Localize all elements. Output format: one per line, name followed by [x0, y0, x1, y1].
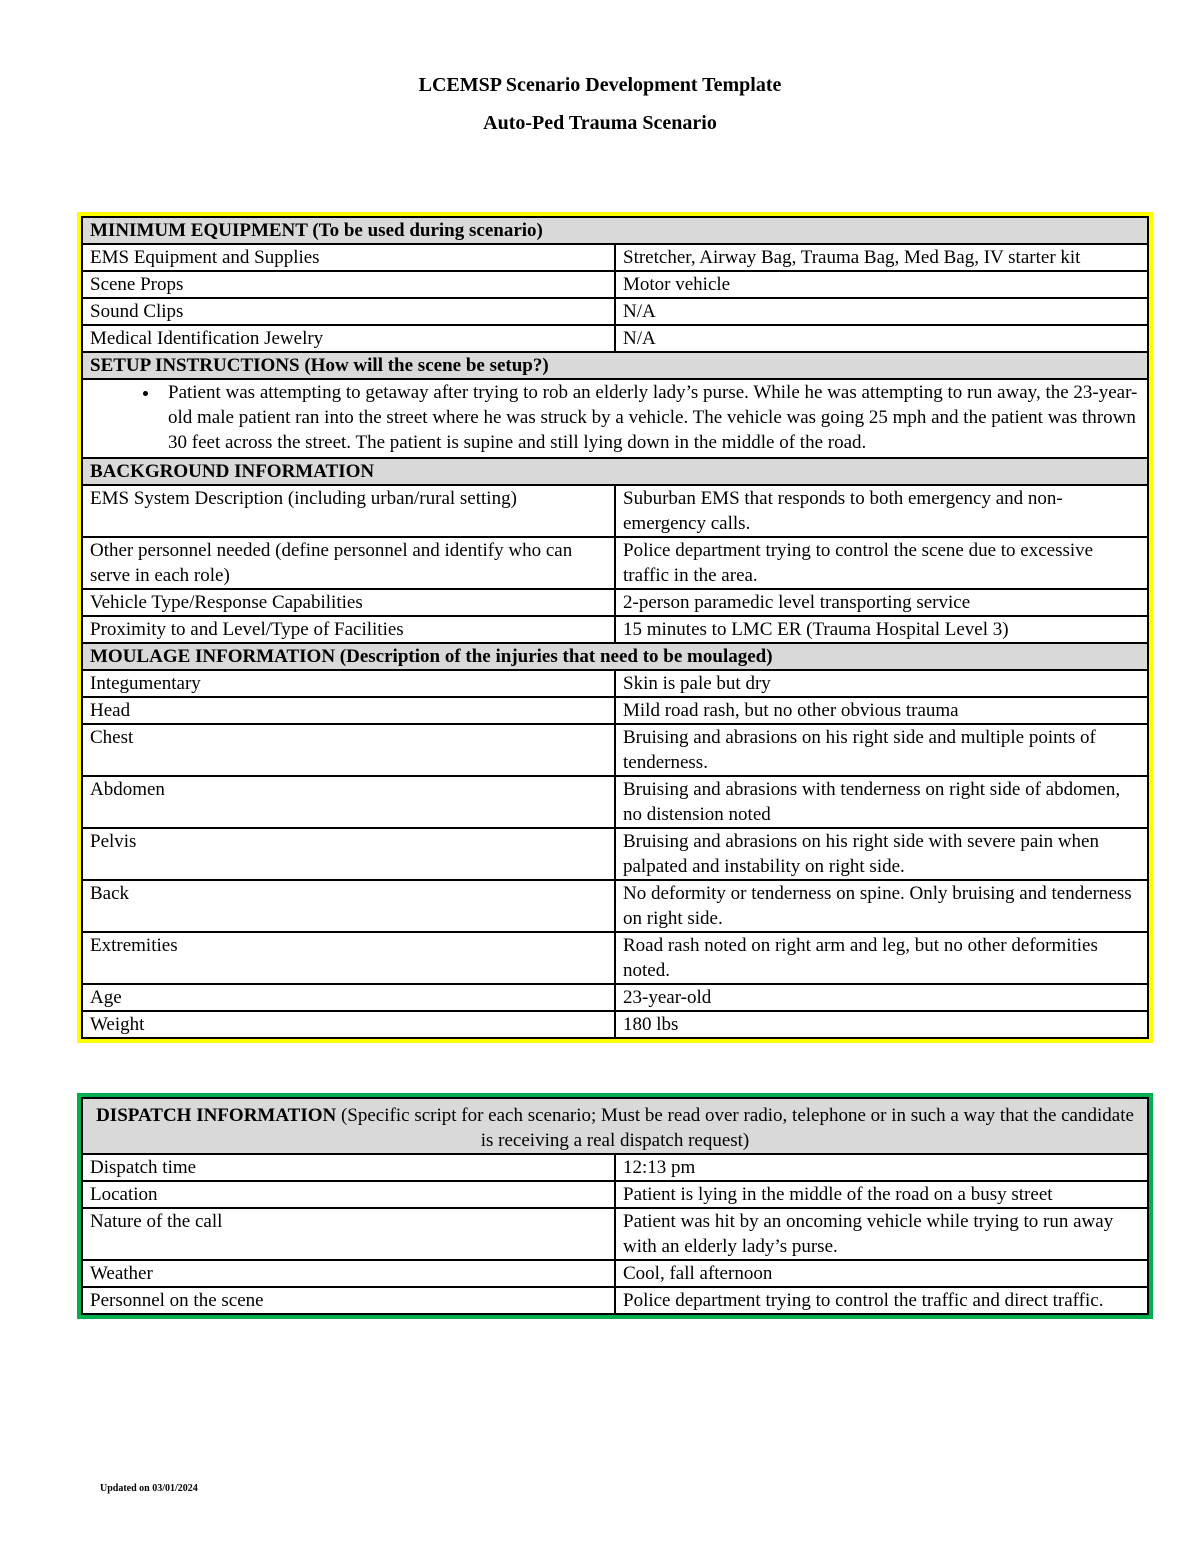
table-row	[82, 724, 1148, 776]
table-row	[82, 1181, 1148, 1208]
row-label: Head	[82, 697, 615, 724]
row-label: Extremities	[82, 932, 615, 984]
row-value: Stretcher, Airway Bag, Trauma Bag, Med Bag, IV starter kit	[615, 244, 1148, 271]
row-value: Police department trying to control the traffic and direct traffic.	[615, 1287, 1148, 1314]
table-row	[82, 1208, 1148, 1260]
table-row	[82, 1154, 1148, 1181]
row-label: Weight	[82, 1011, 615, 1038]
row-value: 2-person paramedic level transporting service	[615, 589, 1148, 616]
row-label: Nature of the call	[82, 1208, 615, 1260]
row-value: N/A	[615, 325, 1148, 352]
table-row	[82, 984, 1148, 1011]
section-header: MINIMUM EQUIPMENT (To be used during scenario)	[82, 217, 1148, 244]
row-value: No deformity or tenderness on spine. Only bruising and tenderness on right side.	[615, 880, 1148, 932]
row-value: Patient is lying in the middle of the road on a busy street	[615, 1181, 1148, 1208]
table-row	[82, 589, 1148, 616]
row-label: Personnel on the scene	[82, 1287, 615, 1314]
setup-instructions	[82, 379, 1148, 458]
section-header: SETUP INSTRUCTIONS (How will the scene be setup?)	[82, 352, 1148, 379]
table-row	[82, 670, 1148, 697]
row-value: Bruising and abrasions on his right side with severe pain when palpated and instability on right side.	[615, 828, 1148, 880]
row-label: EMS Equipment and Supplies	[82, 244, 615, 271]
row-value: Police department trying to control the scene due to excessive traffic in the area.	[615, 537, 1148, 589]
document-title: LCEMSP Scenario Development Template	[418, 74, 782, 96]
row-label: Abdomen	[82, 776, 615, 828]
row-label: EMS System Description (including urban/rural setting)	[82, 485, 615, 537]
row-value: 23-year-old	[615, 984, 1148, 1011]
row-value: Motor vehicle	[615, 271, 1148, 298]
table-row	[82, 1011, 1148, 1038]
row-label: Sound Clips	[82, 298, 615, 325]
table-row	[82, 485, 1148, 537]
document-subtitle: Auto-Ped Trauma Scenario	[483, 112, 717, 134]
dispatch-header-title: DISPATCH INFORMATION	[96, 1105, 337, 1126]
row-value: N/A	[615, 298, 1148, 325]
row-value: Road rash noted on right arm and leg, but no other deformities noted.	[615, 932, 1148, 984]
row-value: Bruising and abrasions with tenderness on right side of abdomen, no distension noted	[615, 776, 1148, 828]
table-row	[82, 244, 1148, 271]
row-value: Cool, fall afternoon	[615, 1260, 1148, 1287]
table-row	[82, 776, 1148, 828]
table-row	[82, 697, 1148, 724]
scenario-table-frame	[77, 212, 1153, 1043]
row-value: Bruising and abrasions on his right side and multiple points of tenderness.	[615, 724, 1148, 776]
row-label: Integumentary	[82, 670, 615, 697]
row-value: Suburban EMS that responds to both emergency and non-emergency calls.	[615, 485, 1148, 537]
row-label: Dispatch time	[82, 1154, 615, 1181]
row-value: Skin is pale but dry	[615, 670, 1148, 697]
section-header: MOULAGE INFORMATION (Description of the injuries that need to be moulaged)	[82, 643, 1148, 670]
table-row	[82, 271, 1148, 298]
row-label: Vehicle Type/Response Capabilities	[82, 589, 615, 616]
table-row	[82, 828, 1148, 880]
row-label: Age	[82, 984, 615, 1011]
dispatch-header	[82, 1098, 1148, 1154]
table-row	[82, 932, 1148, 984]
dispatch-table-frame	[77, 1093, 1153, 1319]
row-value: Mild road rash, but no other obvious trauma	[615, 697, 1148, 724]
table-row	[82, 1260, 1148, 1287]
row-label: Location	[82, 1181, 615, 1208]
table-row	[82, 1287, 1148, 1314]
row-value: 15 minutes to LMC ER (Trauma Hospital Level 3)	[615, 616, 1148, 643]
table-row	[82, 537, 1148, 589]
row-value: 180 lbs	[615, 1011, 1148, 1038]
table-row	[82, 298, 1148, 325]
dispatch-header-note: (Specific script for each scenario; Must be read over radio, telephone or in such a way that the candidate is receiving a real dispatch request)	[336, 1105, 1134, 1151]
table-row	[82, 616, 1148, 643]
updated-footer: Updated on 03/01/2024	[100, 1483, 198, 1494]
row-label: Medical Identification Jewelry	[82, 325, 615, 352]
table-row	[82, 880, 1148, 932]
row-label: Other personnel needed (define personnel and identify who can serve in each role)	[82, 537, 615, 589]
row-label: Back	[82, 880, 615, 932]
setup-bullet: • Patient was attempting to getaway after trying to rob an elderly lady’s purse. While he was attempting to run away, the 23-year-old male patient ran into the street where he was struck by a vehicle. The vehicle was going 25 mph and the patient was thrown 30 feet across the street. The patient is supine and still lying down in the middle of the road.	[160, 380, 1140, 455]
row-label: Scene Props	[82, 271, 615, 298]
section-header: BACKGROUND INFORMATION	[82, 458, 1148, 485]
dispatch-table	[81, 1097, 1149, 1315]
row-value: 12:13 pm	[615, 1154, 1148, 1181]
row-label: Weather	[82, 1260, 615, 1287]
row-label: Proximity to and Level/Type of Facilities	[82, 616, 615, 643]
row-label: Pelvis	[82, 828, 615, 880]
scenario-table	[81, 216, 1149, 1039]
row-value: Patient was hit by an oncoming vehicle while trying to run away with an elderly lady’s purse.	[615, 1208, 1148, 1260]
row-label: Chest	[82, 724, 615, 776]
table-row	[82, 325, 1148, 352]
